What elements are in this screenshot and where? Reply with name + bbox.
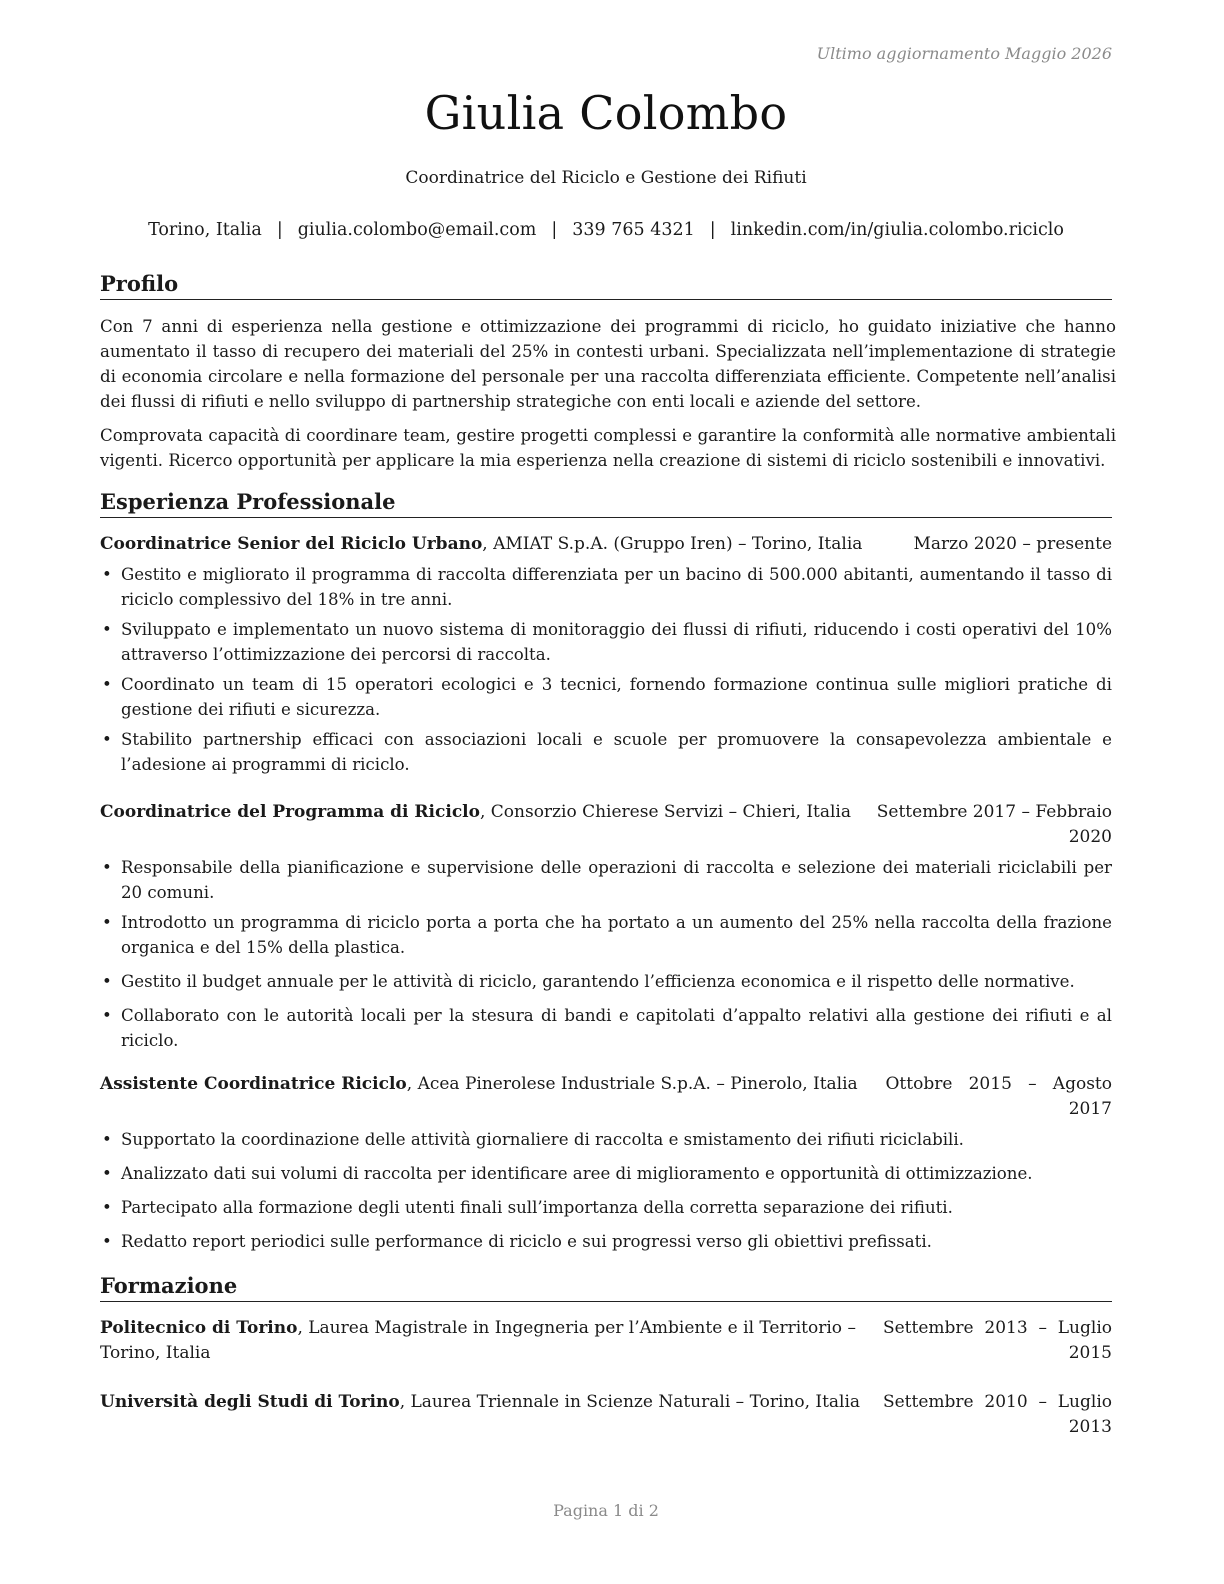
job-dates: Ottobre 2015 – Agosto 2017 xyxy=(885,1074,1112,1119)
bullet-icon: • xyxy=(102,1198,112,1217)
list-item: • Responsabile della pianificazione e supervisione delle operazioni di raccolta e selezione dei materiali riciclabili per 20 comuni. xyxy=(100,855,1112,905)
job-bullets xyxy=(100,855,1112,1053)
section-title-profile: Profilo xyxy=(100,271,1112,300)
contact-email[interactable]: giulia.colombo@email.com xyxy=(297,220,537,240)
list-item: • Analizzato dati sui volumi di raccolta per identificare aree di miglioramento e opportunità di ottimizzazione. xyxy=(100,1161,1112,1186)
bullet-icon: • xyxy=(102,620,112,639)
section-title-education: Formazione xyxy=(100,1273,1112,1302)
profile-paragraph: Comprovata capacità di coordinare team, gestire progetti complessi e garantire la conformità alle normative ambientali vigenti. Ricerco opportunità per applicare la mia esperienza nella creazione di sistemi di riciclo sostenibili e innovativi. xyxy=(100,426,1116,470)
job-organization: , Consorzio Chierese Servizi – Chieri, Italia xyxy=(479,802,852,822)
job-role-org xyxy=(100,800,851,825)
contact-line xyxy=(40,220,1172,240)
bullet-icon: • xyxy=(102,675,112,694)
education-institution: Università degli Studi di Torino xyxy=(100,1392,400,1412)
list-item: • Coordinato un team di 15 operatori ecologici e 3 tecnici, fornendo formazione continua sulle migliori pratiche di gestione dei rifiuti e sicurezza. xyxy=(100,672,1112,722)
job-role-org xyxy=(100,532,862,557)
job-header xyxy=(100,532,1112,557)
education-entry xyxy=(100,1316,1112,1366)
list-item: • Sviluppato e implementato un nuovo sistema di monitoraggio dei flussi di rifiuti, riducendo i costi operativi del 10% attraverso l’ottimizzazione dei percorsi di raccolta. xyxy=(100,617,1112,667)
job-bullets xyxy=(100,1127,1112,1254)
education-degree: Politecnico di Torino, Laurea Magistrale in Ingegneria per l’Ambiente e il Territorio – Torino, Italia xyxy=(100,1318,856,1363)
candidate-name: Giulia Colombo xyxy=(424,86,788,140)
job-role: Coordinatrice Senior del Riciclo Urbano xyxy=(100,534,483,554)
contact-separator: | xyxy=(551,220,558,240)
profile-paragraph: Con 7 anni di esperienza nella gestione e ottimizzazione dei programmi di riciclo, ho guidato iniziative che hanno aumentato il tasso di recupero dei materiali del 25% in contesti urbani. Specializzata nell’implementazione di strategie di economia circolare e nella formazione del personale per una raccolta differenziata efficiente. Competente nell’analisi dei flussi di rifiuti e nello sviluppo di partnership strategiche con enti locali e aziende del settore. xyxy=(100,317,1116,411)
job-role-org xyxy=(100,1072,858,1097)
job-dates: Marzo 2020 – presente xyxy=(913,534,1112,554)
last-updated-note: Ultimo aggiornamento Maggio 2026 xyxy=(816,44,1112,63)
bullet-icon: • xyxy=(102,972,112,991)
job-dates: Settembre 2017 – Febbraio 2020 xyxy=(876,802,1112,847)
job-role: Assistente Coordinatrice Riciclo xyxy=(100,1074,407,1094)
job-role: Coordinatrice del Programma di Riciclo xyxy=(100,802,480,822)
list-item: • Gestito il budget annuale per le attività di riciclo, garantendo l’efficienza economica e il rispetto delle normative. xyxy=(100,969,1112,994)
list-item: • Stabilito partnership efficaci con associazioni locali e scuole per promuovere la consapevolezza ambientale e l’adesione ai programmi di riciclo. xyxy=(100,727,1112,777)
job-organization: , Acea Pinerolese Industriale S.p.A. – Pinerolo, Italia xyxy=(406,1074,858,1094)
bullet-icon: • xyxy=(102,858,112,877)
bullet-icon: • xyxy=(102,1232,112,1251)
education-institution: Politecnico di Torino xyxy=(100,1318,298,1338)
job-header xyxy=(100,800,1112,850)
bullet-icon: • xyxy=(102,913,112,932)
page-number: Pagina 1 di 2 xyxy=(553,1501,659,1520)
contact-location: Torino, Italia xyxy=(148,220,262,240)
bullet-icon: • xyxy=(102,565,112,584)
education-dates: Settembre 2013 – Luglio 2015 xyxy=(882,1318,1112,1363)
education-degree: Università degli Studi di Torino, Laurea Triennale in Scienze Naturali – Torino, Italia xyxy=(100,1392,861,1412)
contact-separator: | xyxy=(709,220,716,240)
bullet-icon: • xyxy=(102,1130,112,1149)
list-item: • Partecipato alla formazione degli utenti finali sull’importanza della corretta separazione dei rifiuti. xyxy=(100,1195,1112,1220)
list-item: • Gestito e migliorato il programma di raccolta differenziata per un bacino di 500.000 abitanti, aumentando il tasso di riciclo complessivo del 18% in tre anni. xyxy=(100,562,1112,612)
education-entry xyxy=(100,1390,1112,1440)
job-organization: , AMIAT S.p.A. (Gruppo Iren) – Torino, Italia xyxy=(482,534,863,554)
bullet-icon: • xyxy=(102,1006,112,1025)
contact-linkedin[interactable]: linkedin.com/in/giulia.colombo.riciclo xyxy=(730,220,1064,240)
list-item: • Collaborato con le autorità locali per la stesura di bandi e capitolati d’appalto relativi alla gestione dei rifiuti e al riciclo. xyxy=(100,1003,1112,1053)
contact-phone[interactable]: 339 765 4321 xyxy=(572,220,695,240)
list-item: • Supportato la coordinazione delle attività giornaliere di raccolta e smistamento dei rifiuti riciclabili. xyxy=(100,1127,1112,1152)
list-item: • Redatto report periodici sulle performance di riciclo e sui progressi verso gli obiettivi prefissati. xyxy=(100,1229,1112,1254)
bullet-icon: • xyxy=(102,730,112,749)
job-header xyxy=(100,1072,1112,1122)
education-dates: Settembre 2010 – Luglio 2013 xyxy=(882,1392,1112,1437)
section-title-experience: Esperienza Professionale xyxy=(100,489,1112,518)
bullet-icon: • xyxy=(102,1164,112,1183)
job-bullets xyxy=(100,562,1112,777)
list-item: • Introdotto un programma di riciclo porta a porta che ha portato a un aumento del 25% nella raccolta della frazione organica e del 15% della plastica. xyxy=(100,910,1112,960)
job-title: Coordinatrice del Riciclo e Gestione dei Rifiuti xyxy=(405,168,807,188)
contact-separator: | xyxy=(276,220,283,240)
